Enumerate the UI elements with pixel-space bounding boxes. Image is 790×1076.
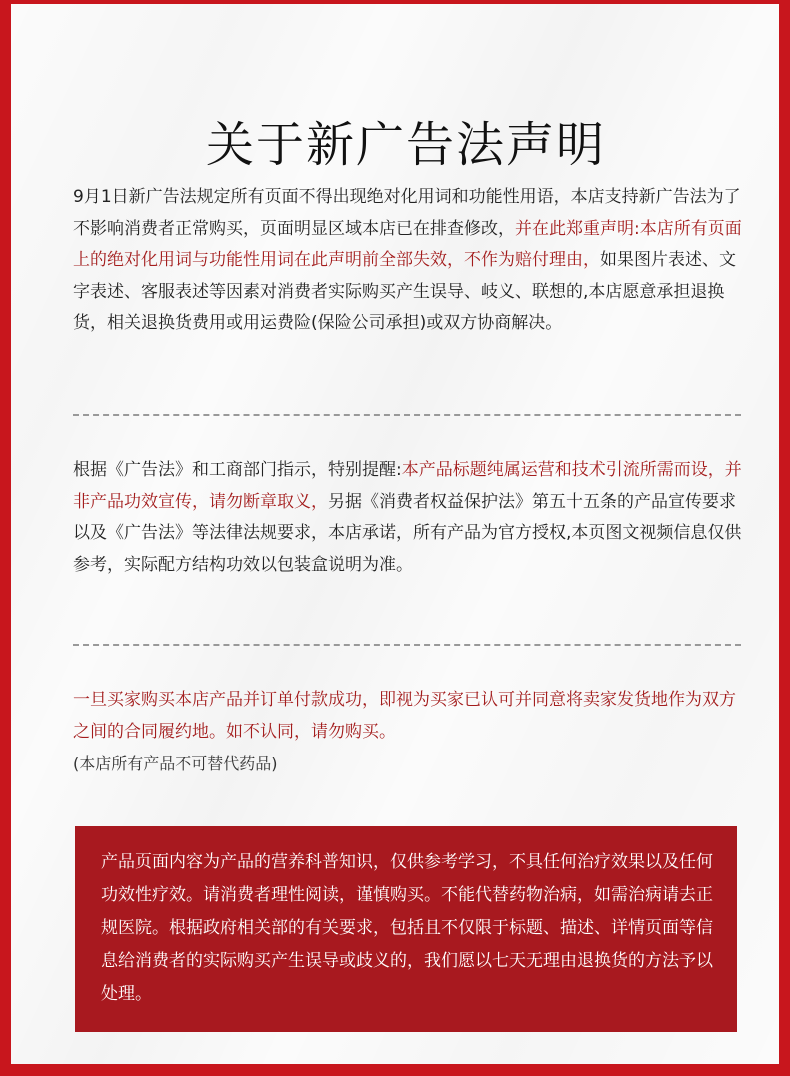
- reminder-text-b: 另据《消费者权益保护法》第五十五条的产品宣传要求以及《广告法》等法律法规要求，本店承诺，所有产品为官方授权,本页图文视频信息仅供参考，实际配方结构功效以包装盒说明为准。: [73, 491, 742, 575]
- statement-text-b: 如果图片表述、文字表述、客服表述等因素对消费者实际购买产生误导、岐义、联想的,本店愿意承担退换货，相关退换货费用或用运费险(保险公司承担)或双方协商解决。: [73, 250, 736, 333]
- contract-emphasis: 一旦买家购买本店产品并订单付款成功，即视为买家已认可并同意将卖家发货地作为双方之间的合同履约地。如不认同，请勿购买。: [73, 690, 736, 742]
- disclaimer-text: 产品页面内容为产品的营养科普知识，仅供参考学习，不具任何治疗效果以及任何功效性疗效。请消费者理性阅读，谨慎购买。不能代替药物治病，如需治病请去正规医院。根据政府相关部的有关要求，包括且不仅限于标题、描述、详情页面等信息给消费者的实际购买产生误导或歧义的，我们愿以七天无理由退换货的方法予以处理。: [101, 852, 713, 1004]
- reminder-paragraph: [73, 455, 743, 581]
- page-title: 关于新广告法声明: [205, 117, 606, 174]
- statement-text-a: 9月1日新广告法规定所有页面不得出现绝对化用词和功能性用语，本店支持新广告法为了不影响消费者正常购买，页面明显区域本店已在排查修改，: [73, 187, 741, 239]
- medicine-note: (本店所有产品不可替代药品): [73, 754, 278, 773]
- dashed-divider: [73, 414, 741, 416]
- reminder-emphasis: 本产品标题纯属运营和技术引流所需而设，并非产品功效宣传，请勿断章取义，: [73, 460, 742, 512]
- disclaimer-box: [75, 826, 737, 1032]
- statement-paragraph: [73, 182, 743, 340]
- reminder-text-a: 根据《广告法》和工商部门指示，特别提醒:: [73, 460, 402, 480]
- contract-paragraph: [73, 685, 743, 748]
- statement-emphasis: 并在此郑重声明:本店所有页面上的绝对化用词与功能性用词在此声明前全部失效，不作为赔付理由，: [73, 218, 742, 270]
- dashed-divider: [73, 644, 741, 646]
